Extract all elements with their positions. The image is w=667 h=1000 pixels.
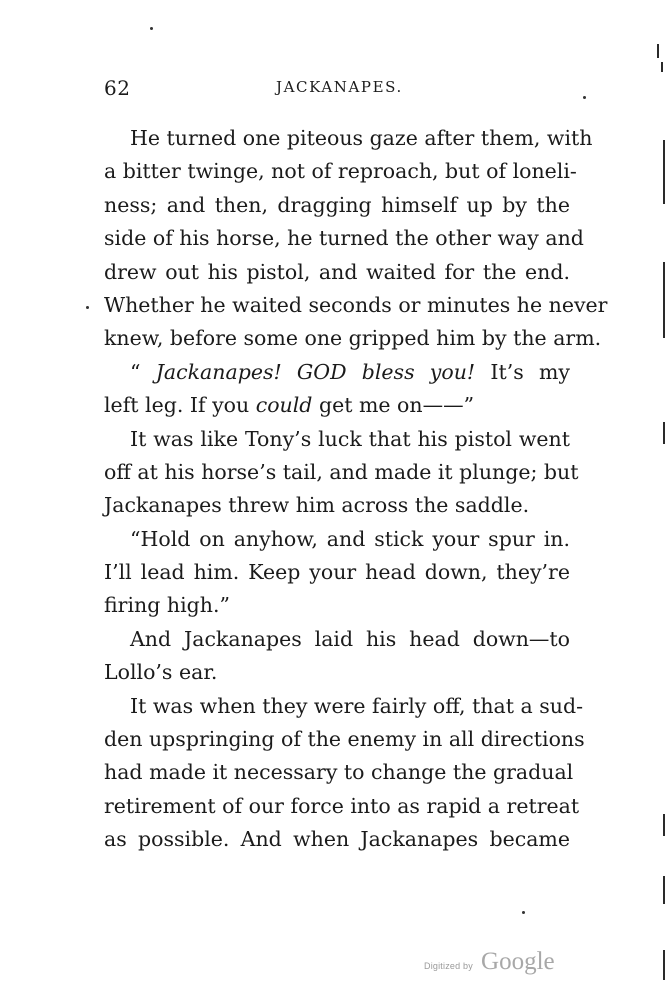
- text-line: had made it necessary to change the gradual: [104, 760, 574, 785]
- body-text: [104, 122, 608, 857]
- scan-edge-mark: [663, 140, 665, 204]
- text-line: [104, 389, 570, 422]
- italic-run: could: [255, 393, 313, 418]
- text-line: Whether he waited seconds or minutes he never: [104, 292, 608, 317]
- text-run: “: [130, 359, 156, 384]
- text-line: firing high.”: [104, 593, 230, 618]
- scan-edge-mark: [663, 814, 665, 836]
- text-line: Lollo’s ear.: [104, 660, 218, 685]
- scan-dot: [150, 27, 153, 30]
- text-line: [104, 356, 570, 389]
- text-line: I’ll lead him. Keep your head down, they’re: [104, 560, 570, 585]
- text-line: as possible. And when Jackanapes became: [104, 827, 570, 852]
- page-number: 62: [104, 76, 131, 100]
- scan-dot: [522, 911, 525, 914]
- text-line: off at his horse’s tail, and made it plunge; but: [104, 459, 579, 484]
- italic-run: Jackanapes! GOD bless you!: [155, 359, 476, 384]
- text-line: It was when they were fairly off, that a sud-: [130, 693, 584, 718]
- google-logo: Google: [481, 948, 555, 975]
- digitized-watermark: [424, 948, 555, 978]
- scan-edge-mark: [663, 950, 665, 980]
- scan-dot: [583, 96, 586, 99]
- scan-edge-mark: [663, 262, 665, 338]
- scan-edge-mark: [663, 422, 665, 444]
- text-line: a bitter twinge, not of reproach, but of loneli-: [104, 159, 577, 184]
- text-line: “Hold on anyhow, and stick your spur in.: [130, 526, 570, 551]
- watermark-prefix: Digitized by: [424, 961, 473, 971]
- text-line: side of his horse, he turned the other way and: [104, 226, 584, 251]
- text-run: left leg. If you: [104, 393, 256, 418]
- scan-dot: [86, 306, 89, 309]
- text-line: drew out his pistol, and waited for the end.: [104, 259, 570, 284]
- text-line: Jackanapes threw him across the saddle.: [104, 493, 530, 518]
- text-run: get me on——”: [312, 393, 475, 418]
- running-head: [104, 76, 570, 102]
- running-title: JACKANAPES.: [276, 78, 403, 96]
- text-run: It’s my: [475, 359, 571, 384]
- text-line: ness; and then, dragging himself up by the: [104, 192, 570, 217]
- text-line: knew, before some one gripped him by the arm.: [104, 326, 602, 351]
- text-line: He turned one piteous gaze after them, with: [130, 126, 593, 150]
- text-line: And Jackanapes laid his head down—to: [130, 626, 570, 651]
- scan-edge-mark: [657, 44, 659, 58]
- scan-edge-mark: [663, 876, 665, 904]
- text-line: It was like Tony’s luck that his pistol went: [130, 426, 570, 451]
- text-line: den upspringing of the enemy in all directions: [104, 727, 585, 752]
- scan-edge-mark: [661, 62, 663, 72]
- text-line: retirement of our force into as rapid a retreat: [104, 793, 580, 818]
